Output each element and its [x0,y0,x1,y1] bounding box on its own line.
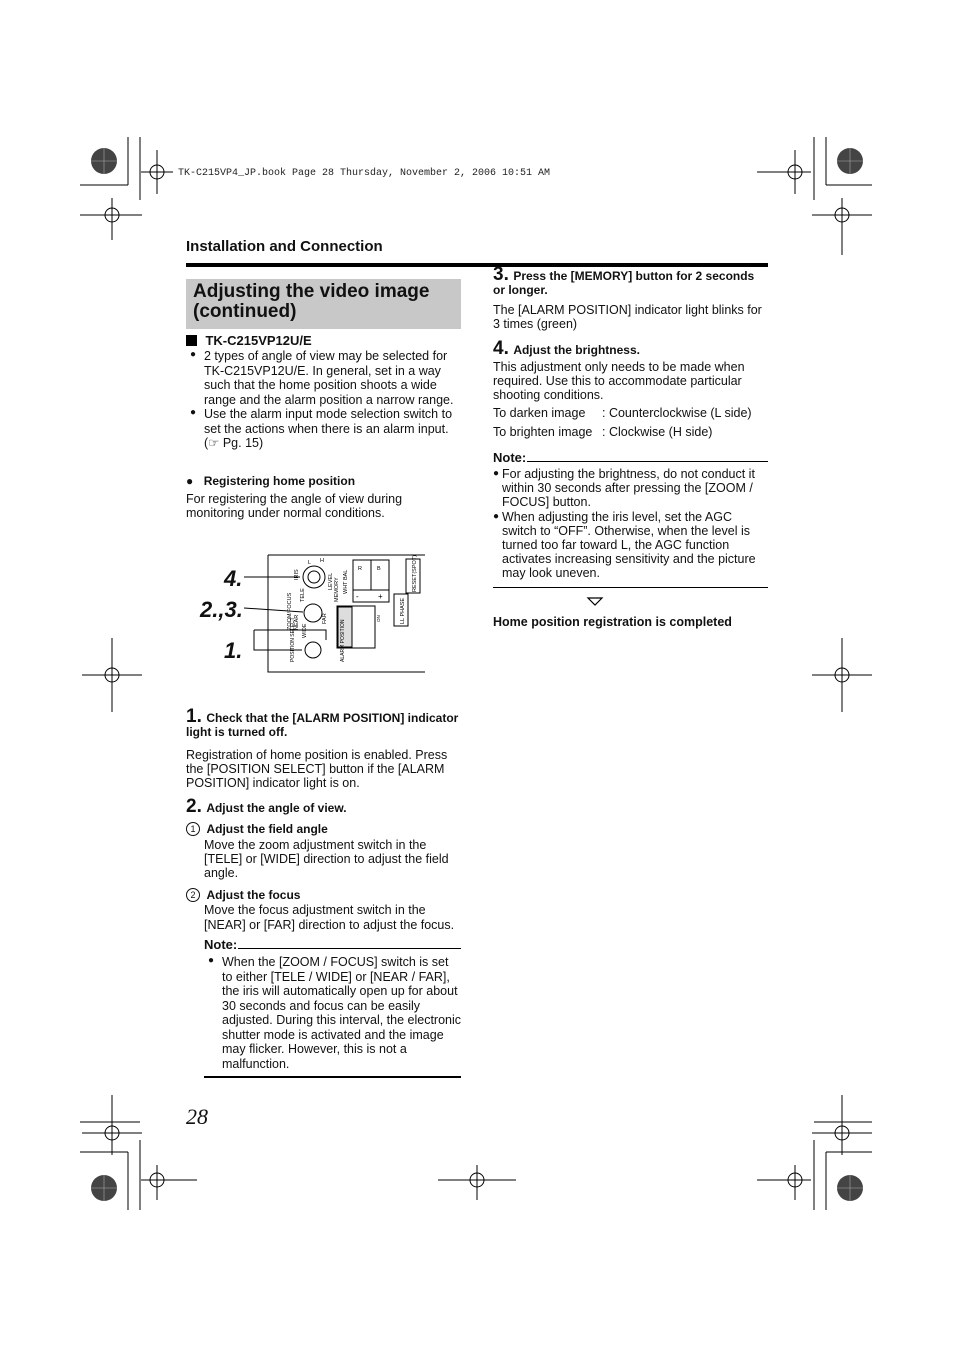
note-rule [238,948,461,949]
diagram-label-iris: IRIS [294,569,300,580]
circled-number-1-icon: 1 [186,822,200,836]
note-left-bottom-rule [204,1076,461,1078]
diagram-label-zoom-focus: ZOOM/FOCUS [287,592,293,630]
bullet-icon: ● [190,349,197,360]
section-header: Installation and Connection [186,238,383,255]
callout-4: 4. [224,566,243,591]
note-right [493,450,768,580]
diagram-label-reset: RESET(SPOT) [412,555,418,592]
diagram-label-plus: + [378,592,383,601]
step-label: Press the [MEMORY] button for 2 seconds or longer. [493,269,755,297]
bullet-icon: ● [208,955,215,966]
page-title: Adjusting the video image (continued) [193,281,430,322]
diagram-label-level: LEVEL [328,572,334,590]
step-4-heading [493,338,768,360]
step-label: Adjust the brightness. [513,343,640,357]
sub-label: Adjust the field angle [206,822,328,836]
note-text: When the [ZOOM / FOCUS] switch is set to either [TELE / WIDE] or [NEAR / FAR], the iris will automatically open up for about 30 seconds and focus can be easily adjusted. During this interval, the electronic shutter mode is activated and the image may flicker. However, this is not a malfunction. [222,955,462,1071]
circled-number-2-icon: 2 [186,888,200,902]
note-left [204,937,461,1071]
step-2-sub-2-text: Move the focus adjustment switch in the [NEAR] or [FAR] direction to adjust the focus. [204,903,455,932]
diagram-label-h: H [320,558,324,564]
brighten-label: To brighten image [493,425,593,439]
step-number: 1. [186,706,202,727]
brighten-value: : Clockwise (H side) [602,425,713,439]
control-panel-diagram [240,550,430,676]
diagram-label-minus: - [356,592,359,601]
step-label: Check that the [ALARM POSITION] indicator light is turned off. [186,711,459,739]
callout-1: 1. [224,638,243,663]
model-bullet-2 [190,407,460,451]
step-4-text: This adjustment only needs to be made when required. Use this to accommodate particular shooting conditions. [493,360,745,402]
darken-label: To darken image [493,406,586,420]
diagram-label-on: ON [376,615,381,622]
bullet-text: 2 types of angle of view may be selected for TK-C215VP12U/E. In general, set in a way such that the home position shoots a wide range and the alarm position a narrow range. [204,349,454,407]
model-name: TK-C215VP12U/E [205,333,312,348]
header-rule [186,263,768,267]
note-right-bottom-rule [493,587,768,588]
bullet-icon: ● [493,468,500,479]
arrow-down-icon [586,596,604,608]
diagram-label-alarm-position: ALARM POSITION [340,619,346,662]
square-bullet-icon [186,335,197,346]
note-label: Note: [493,450,527,465]
diagram-label-position-select: POSITION SELECT [290,617,296,662]
diagram-label-memory: MEMORY [334,577,340,602]
bullet-icon: ● [190,407,197,418]
completed-text: Home position registration is completed [493,615,732,629]
step-label: Adjust the angle of view. [206,801,347,815]
bullet-icon: ● [493,511,500,523]
registering-heading [186,472,461,490]
step-number: 2. [186,796,202,817]
step-number: 4. [493,338,509,359]
circle-bullet-icon: ● [186,474,194,488]
step-1-heading [186,706,461,739]
note-text: For adjusting the brightness, do not conduct it within 30 seconds after pressing the [ZOOM / FOCUS] button. [502,467,755,509]
step-2-heading [186,796,461,818]
step-2-sub-1-text: Move the zoom adjustment switch in the [TELE] or [WIDE] direction to adjust the field angle. [204,838,449,880]
darken-value: : Counterclockwise (L side) [602,406,752,420]
diagram-label-tele: TELE [300,588,306,602]
diagram-label-b: B [377,566,381,572]
sub-label: Adjust the focus [206,888,301,902]
callout-2-3: 2.,3. [200,597,243,622]
model-heading [186,332,461,350]
diagram-label-near: NEAR [294,614,300,630]
page-number: 28 [186,1104,208,1129]
note-label: Note: [204,937,238,952]
registering-text: For registering the angle of view during monitoring under normal conditions. [186,492,403,520]
diagram-label-far: FAR [322,613,328,624]
diagram-label-l: L [308,560,312,566]
diagram-label-ll-phase: LL PHASE [400,597,406,624]
note-text: When adjusting the iris level, set the AGC switch to “OFF”. Otherwise, when the level is turned too far toward L, the AGC function activates increasing sensitivity and the picture may look uneven. [502,510,756,580]
note-rule [527,461,768,462]
diagram-label-wht-bal: WHT BAL [343,569,349,594]
registering-heading-text: Registering home position [203,474,356,488]
step-3-text: The [ALARM POSITION] indicator light blinks for 3 times (green) [493,303,762,331]
step-2-sub-1-heading [186,820,328,838]
step-1-text: Registration of home position is enabled. Press the [POSITION SELECT] button if the [ALARM POSITION] indicator light is on. [186,748,448,790]
step-3-heading [493,264,768,297]
diagram-label-r: R [358,566,362,572]
bullet-text: Use the alarm input mode selection switch to set the actions when there is an alarm input. (☞ Pg. 15) [204,407,453,450]
title-box [186,279,461,329]
diagram-label-wide: WIDE [302,623,308,638]
step-number: 3. [493,264,509,285]
print-info-line: TK-C215VP4_JP.book Page 28 Thursday, November 2, 2006 10:51 AM [178,168,551,179]
model-bullet-1 [190,349,460,407]
step-2-sub-2-heading [186,886,300,904]
